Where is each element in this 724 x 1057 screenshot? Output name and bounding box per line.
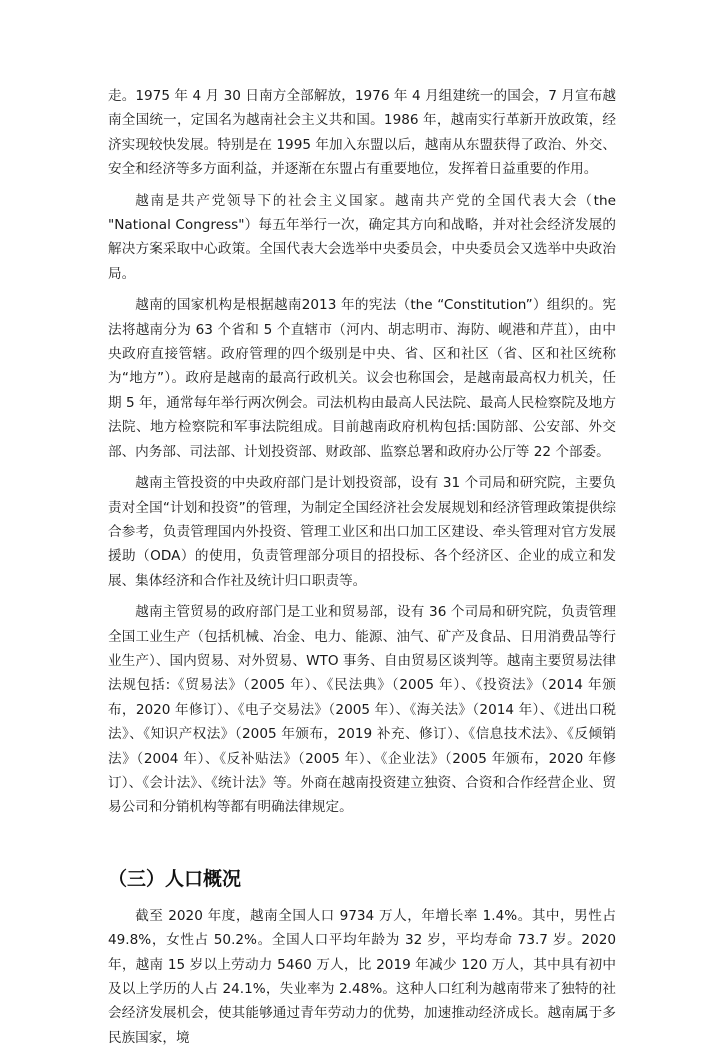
- paragraph-state-structure: 越南的国家机构是根据越南2013 年的宪法（the “Constitution”）组织的。宪法将越南分为 63 个省和 5 个直辖市（河内、胡志明市、海防、岘港和芹苴），由中央政府直接管辖。政府管理的四个级别是中央、省、区和社区（省、区和社区统称为“地方”）。政府是越南的最高行政机关。议会也称国会，是越南最高权力机关，任期 5 年，通常每年举行两次例会。司法机构由最高人民法院、最高人民检察院及地方法院、地方检察院和军事法院组成。目前越南政府机构包括:国防部、公安部、外交部、内务部、司法部、计划投资部、财政部、监察总署和政府办公厅等 22 个部委。: [108, 297, 616, 460]
- paragraph-history-continued: 走。1975 年 4 月 30 日南方全部解放，1976 年 4 月组建统一的国会，7 月宣布越南全国统一，定国名为越南社会主义共和国。1986 年，越南实行革新开放政策，经济实现较快发展。特别是在 1995 年加入东盟以后，越南从东盟获得了政治、外交、安全和经济等多方面利益，并逐渐在东盟占有重要地位，发挥着日益重要的作用。: [108, 88, 616, 178]
- paragraph-trade-ministry: 越南主管贸易的政府部门是工业和贸易部，设有 36 个司局和研究院，负责管理全国工业生产（包括机械、冶金、电力、能源、油气、矿产及食品、日用消费品等行业生产）、国内贸易、对外贸易、WTO 事务、自由贸易区谈判等。越南主要贸易法律法规包括:《贸易法》（2005 年）、《民法典》（2005 年）、《投资法》（2014 年颁布，2020 年修订）、《电子交易法》（2005 年）、《海关法》（2014 年）、《进出口税法》、《知识产权法》（2005 年颁布，2019 补充、修订）、《信息技术法》、《反倾销法》（2004 年）、《反补贴法》（2005 年）、《企业法》（2005 年颁布，2020 年修订）、《会计法》、《统计法》等。外商在越南投资建立独资、合资和合作经营企业、贸易公司和分销机构等都有明确法律规定。: [108, 604, 616, 816]
- paragraph-party-congress: 越南是共产党领导下的社会主义国家。越南共产党的全国代表大会（the "National Congress"）每五年举行一次，确定其方向和战略，并对社会经济发展的解决方案采取中心政策。全国代表大会选举中央委员会，中央委员会又选举中央政治局。: [108, 192, 616, 282]
- paragraph-population: 截至 2020 年度，越南全国人口 9734 万人，年增长率 1.4%。其中，男性占 49.8%，女性占 50.2%。全国人口平均年龄为 32 岁，平均寿命 73.7 岁。2020 年，越南 15 岁以上劳动力 5460 万人，比 2019 年减少 120 万人，其中具有初中及以上学历的人占 24.1%，失业率为 2.48%。这种人口红利为越南带来了独特的社会经济发展机会，使其能够通过青年劳动力的优势，加速推动经济成长。越南属于多民族国家，境: [108, 907, 616, 1046]
- paragraph-investment-ministry: 越南主管投资的中央政府部门是计划投资部，设有 31 个司局和研究院，主要负责对全国“计划和投资”的管理，为制定全国经济社会发展规划和经济管理政策提供综合参考，负责管理国内外投资、管理工业区和出口加工区建设、牵头管理对官方发展援助（ODA）的使用，负责管理部分项目的招投标、各个经济区、企业的成立和发展、集体经济和合作社及统计归口职责等。: [108, 475, 616, 589]
- section-heading-population: （三）人口概况: [108, 867, 242, 890]
- page-content: [108, 84, 616, 1057]
